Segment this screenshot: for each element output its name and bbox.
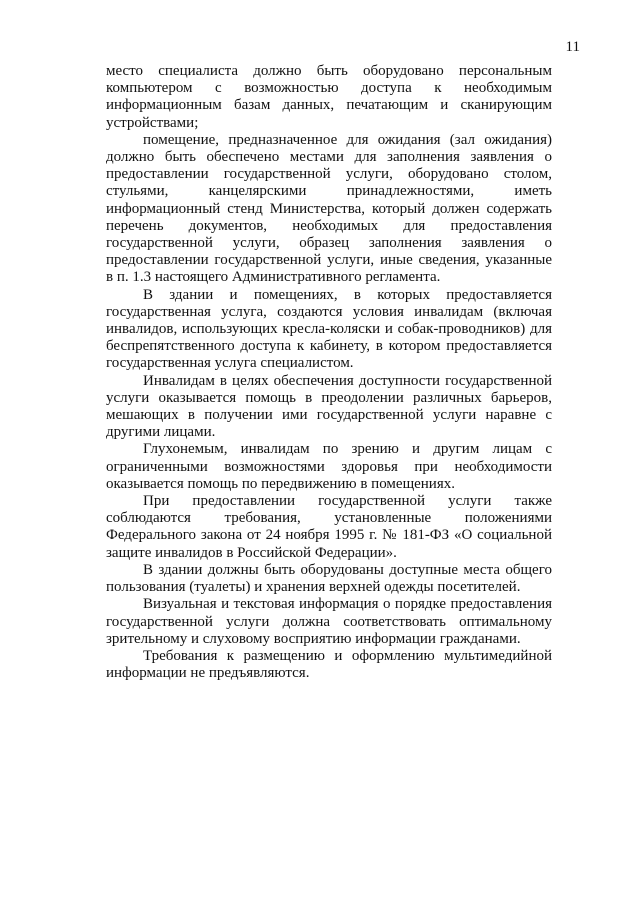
paragraph-barrier-assistance: Инвалидам в целях обеспечения доступности государственной услуги оказывается помощь в преодолении различных барьеров, мешающих в получении ими государственной услуги наравне с другими лицами. [106,372,552,441]
paragraph-public-facilities: В здании должны быть оборудованы доступные места общего пользования (туалеты) и хранения верхней одежды посетителей. [106,561,552,596]
paragraph-visual-information: Визуальная и текстовая информация о порядке предоставления государственной услуги должна соответствовать оптимальному зрительному и слуховому восприятию информации гражданами. [106,596,552,647]
paragraph-movement-assistance: Глухонемым, инвалидам по зрению и другим лицам с ограниченными возможностями здоровья при необходимости оказывается помощь по передвижению в помещениях. [106,441,552,492]
paragraph-federal-law-requirements: При предоставлении государственной услуги также соблюдаются требования, установленные положениями Федерального закона от 24 ноября 1995 г. № 181-ФЗ «О социальной защите инвалидов в Российской Федерации». [106,493,552,561]
paragraph-accessibility-conditions: В здании и помещениях, в которых предоставляется государственная услуга, создаются условия инвалидам (включая инвалидов, использующих кресла-коляски и собак-проводников) для беспрепятственного доступа к кабинету, в котором предоставляется государственная услуга специалистом. [106,286,552,372]
paragraph-workstation-equipment: место специалиста должно быть оборудовано персональным компьютером с возможностью доступа к необходимым информационным базам данных, печатающим и сканирующим устройствами; [106,63,552,131]
page-number: 11 [565,39,580,55]
document-body [106,63,552,682]
paragraph-waiting-room: помещение, предназначенное для ожидания (зал ожидания) должно быть обеспечено местами для заполнения заявления о предоставлении государственной услуги, оборудовано столом, стульями, канцелярскими принадлежностями, иметь информационный стенд Министерства, который должен содержать перечень документов, необходимых для предоставления государственной услуги, образец заполнения заявления о предоставлении государственной услуги, иные сведения, указанные в п. 1.3 настоящего Административного регламента. [106,131,552,286]
paragraph-multimedia-requirements: Требования к размещению и оформлению мультимедийной информации не предъявляются. [106,647,552,682]
